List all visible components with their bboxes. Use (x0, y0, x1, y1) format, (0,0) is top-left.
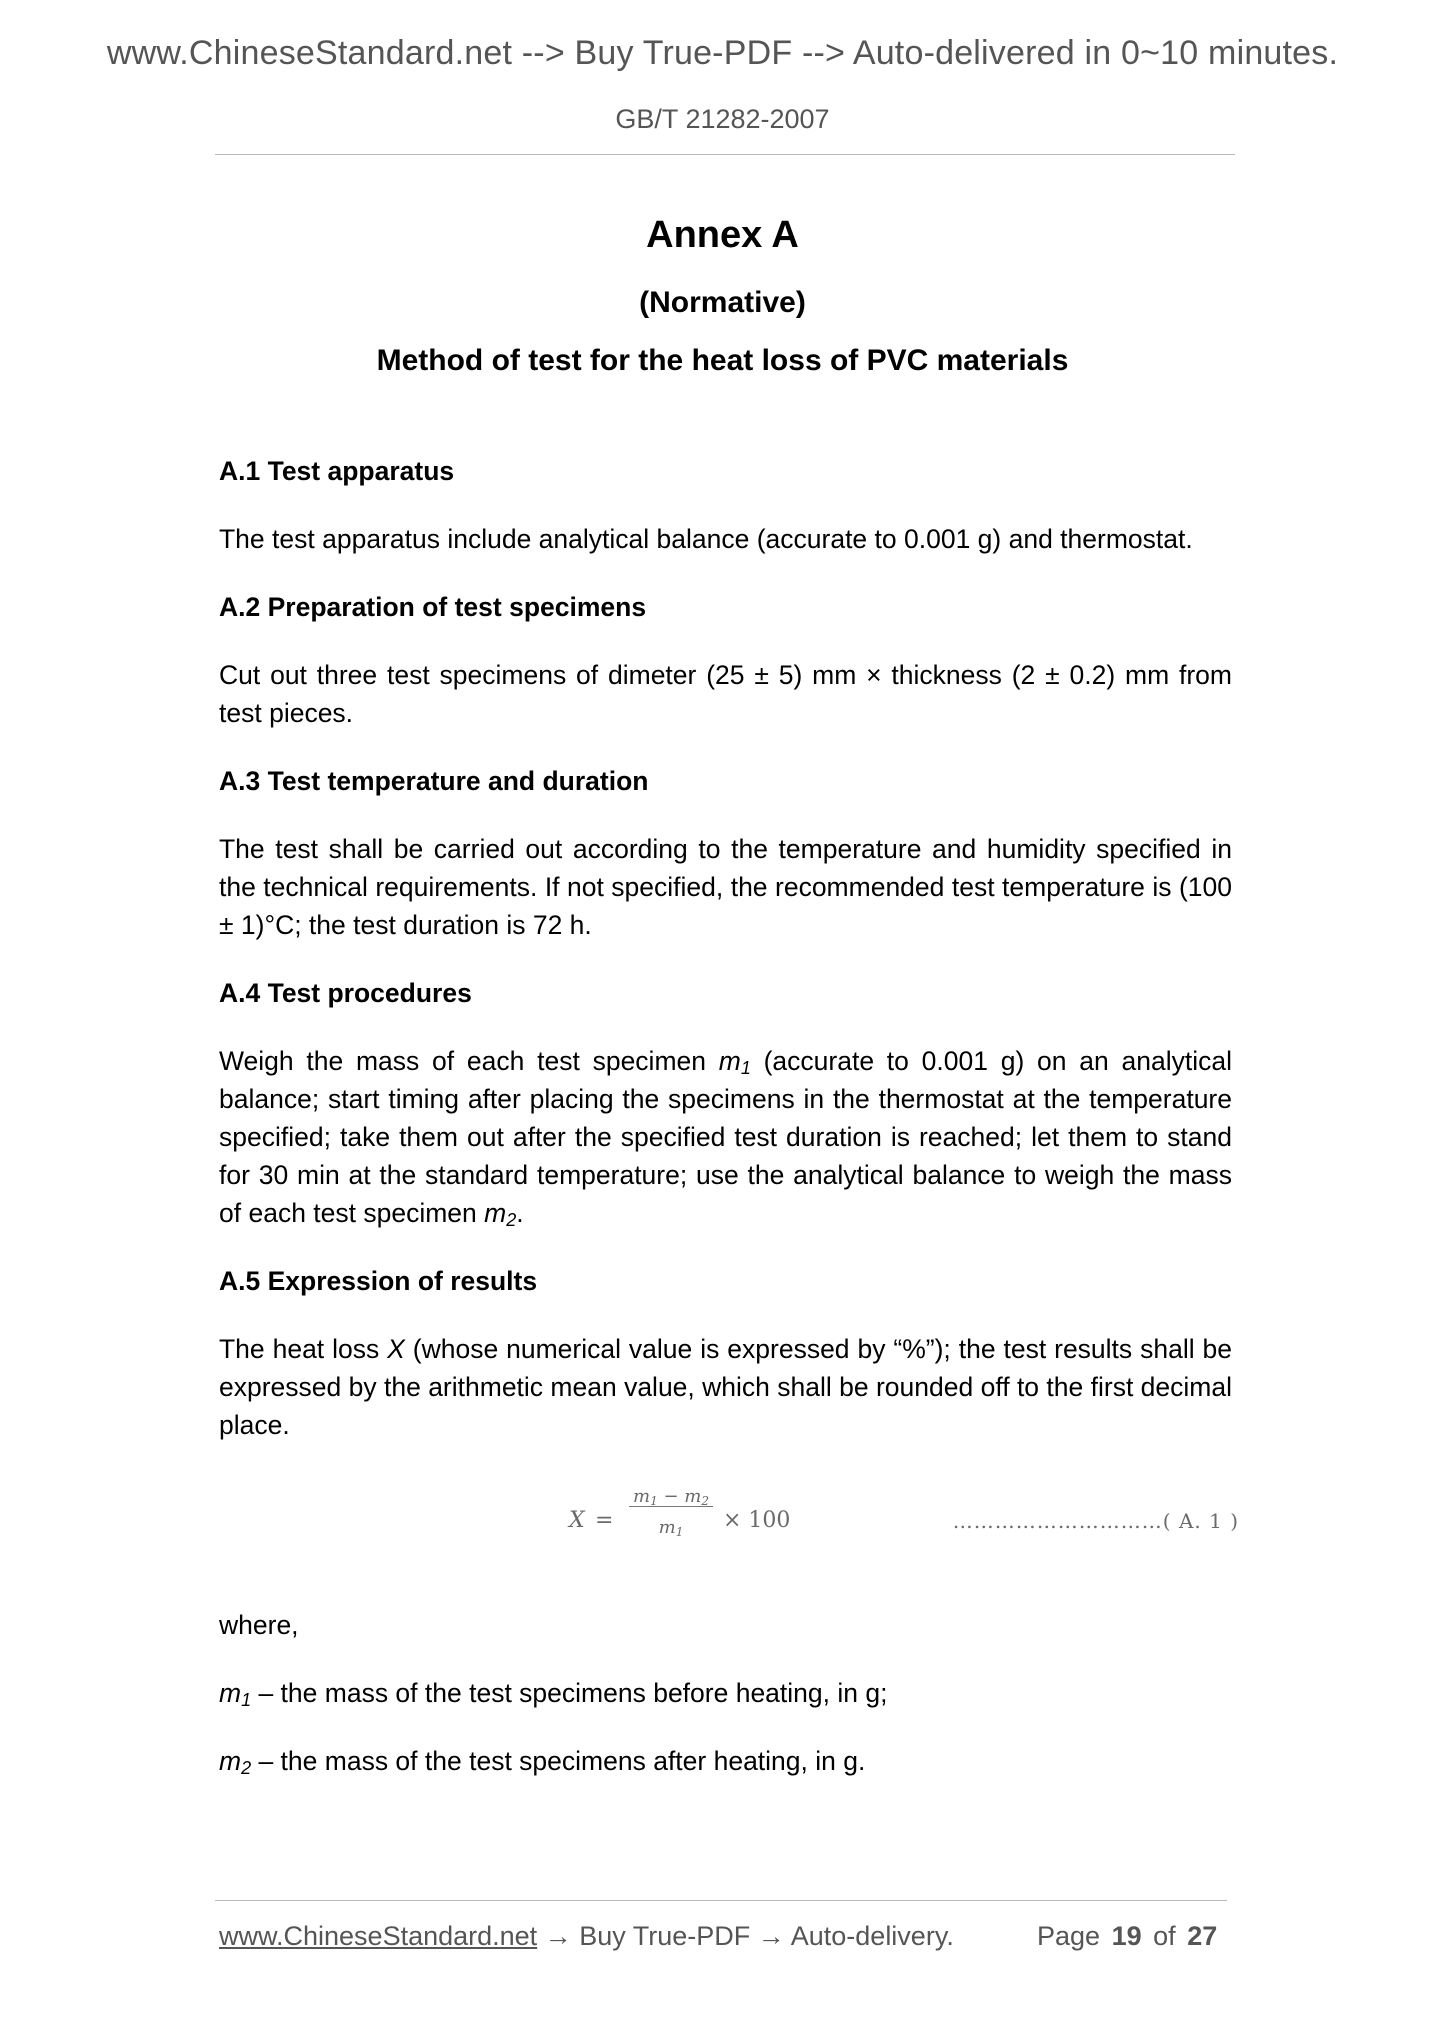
variable-m2-definition: $m_2$ – the mass of the test specimens after heating, in g. (219, 1746, 866, 1778)
section-a3-text: The test shall be carried out according to the temperature and humidity specified in the technical requirements. If not specified, the recommended test temperature is (100 ± 1)°C; the test duration is 72 h. (219, 834, 1232, 940)
formula-fraction (629, 1478, 713, 1547)
footer-tagline: → Buy True-PDF → Auto-delivery. (537, 1921, 954, 1951)
annex-name: Method of test for the heat loss of PVC materials (376, 344, 1069, 377)
variable-m1-definition: $m_1$ – the mass of the test specimens before heating, in g; (219, 1678, 888, 1710)
symbol-m1: $m_1$ (219, 1678, 252, 1710)
a5-text-part1: The heat loss (219, 1334, 388, 1364)
page-indicator: Page 19 of 27 (1037, 1921, 1218, 1951)
formula-expression (569, 1474, 829, 1564)
section-a5-text (219, 1330, 1232, 1444)
symbol-m1: $m_1$ (718, 1046, 751, 1078)
annex-title: Annex A (646, 214, 799, 256)
footer-links (219, 1921, 954, 1952)
footer-divider (215, 1900, 1227, 1901)
where-label: where, (219, 1610, 299, 1640)
site-banner: www.ChineseStandard.net --> Buy True-PDF --> Auto-delivered in 0~10 minutes. (106, 34, 1339, 72)
formula-multiplier: × 100 (723, 1508, 791, 1533)
a4-text-part2: (accurate to 0.001 g) on an analytical balance; start timing after placing the specimens in the thermostat at the temperature specified; take them out after the specified test duration is reached; let them to stand for 30 min at the standard temperature; use the analytical balance to weigh the mass of each test specimen (219, 1046, 1232, 1228)
total-pages: 27 (1187, 1921, 1218, 1951)
a4-text-end: . (516, 1198, 524, 1228)
annex-type: (Normative) (639, 286, 806, 319)
section-a5-heading: A.5 Expression of results (219, 1266, 538, 1296)
symbol-m2: $m_2$ (219, 1746, 252, 1778)
formula-a1 (219, 1474, 1239, 1578)
section-a1-text: The test apparatus include analytical balance (accurate to 0.001 g) and thermostat. (219, 524, 1193, 554)
formula-denominator: $m_1$ (658, 1517, 684, 1539)
header-divider (215, 154, 1235, 155)
a4-text-part1: Weigh the mass of each test specimen (219, 1046, 719, 1076)
section-a1-heading: A.1 Test apparatus (219, 456, 455, 486)
footer-site-link[interactable]: www.ChineseStandard.net (219, 1921, 538, 1951)
current-page: 19 (1111, 1921, 1142, 1951)
formula-reference: …………………………( A. 1 ) (952, 1509, 1239, 1533)
symbol-x: X (387, 1334, 405, 1364)
section-a4-text (219, 1042, 1232, 1232)
section-a4-heading: A.4 Test procedures (219, 978, 472, 1008)
document-body (219, 452, 1239, 1810)
formula-lhs: X (569, 1508, 585, 1533)
section-a2-text: Cut out three test specimens of dimeter (25 ± 5) mm × thickness (2 ± 0.2) mm from test pieces. (219, 660, 1232, 728)
symbol-m2: $m_2$ (484, 1198, 517, 1230)
section-a2-heading: A.2 Preparation of test specimens (219, 592, 647, 622)
formula-equals: = (595, 1508, 614, 1533)
a5-text-part2: (whose numerical value is expressed by “%”); the test results shall be expressed by the arithmetic mean value, which shall be rounded off to the first decimal place. (219, 1334, 1233, 1440)
section-a3-heading: A.3 Test temperature and duration (219, 766, 649, 796)
standard-code: GB/T 21282-2007 (615, 104, 830, 134)
formula-numerator: $m_1 - m_2$ (633, 1486, 709, 1508)
